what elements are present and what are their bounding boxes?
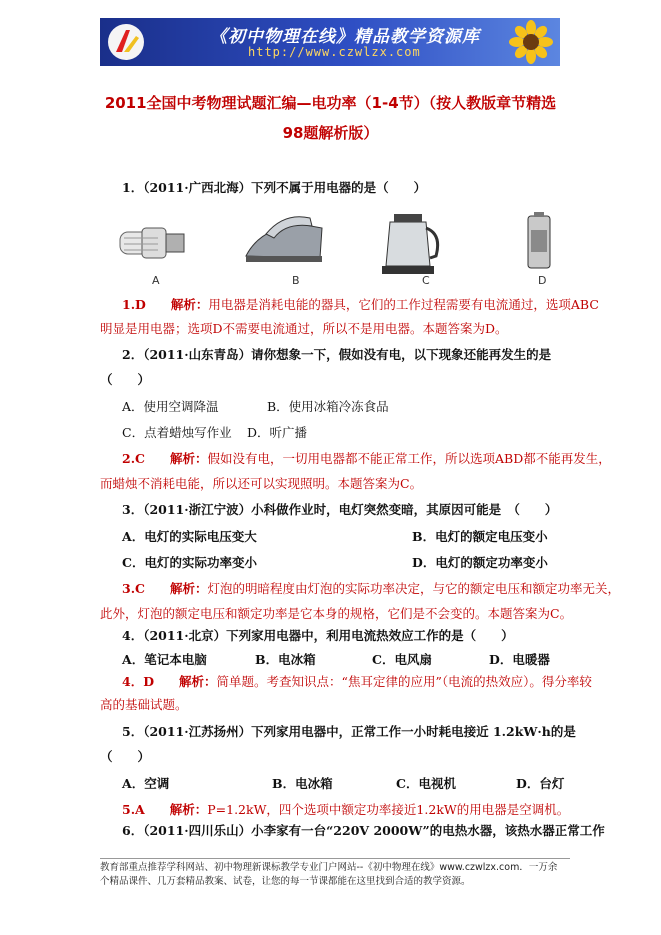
question-source: （2011·广西北海） <box>143 180 252 195</box>
option-a: A．空调 <box>122 776 170 791</box>
answer-5-line1 <box>122 801 569 818</box>
answer-2-line2: 而蜡烛不消耗电能，所以还可以实现照明。本题答案为C。 <box>100 476 423 491</box>
answer-text: 简单题。考查知识点：“焦耳定律的应用”（电流的热效应）。得分率较 <box>216 674 592 689</box>
question-number: 4． <box>122 628 144 643</box>
question-number: 3． <box>122 502 144 517</box>
battery-icon <box>522 210 556 272</box>
answer-4-line1 <box>122 673 592 690</box>
electric-kettle-icon <box>378 204 444 276</box>
answer-label: 4．D 解析： <box>122 674 217 689</box>
answer-label: 1.D 解析： <box>122 297 209 312</box>
option-b: B．电冰箱 <box>272 776 333 791</box>
figure-label-a: A <box>152 274 160 287</box>
option-c: C．电灯的实际功率变小 <box>122 555 257 570</box>
answer-label: 3.C 解析： <box>122 581 208 596</box>
answer-3-line1 <box>122 580 620 597</box>
answer-1-line2: 明显是用电器；选项D不需要电流通过，所以不是用电器。本题答案为D。 <box>100 321 508 336</box>
option-c: C．电视机 <box>396 776 456 791</box>
banner-url[interactable]: http://www.czwlzx.com <box>248 45 421 59</box>
question-text: 小科做作业时，电灯突然变暗，其原因可能是 （ ） <box>251 502 558 517</box>
question-text: 下列不属于用电器的是（ ） <box>251 180 427 195</box>
question-source: （2011·江苏扬州） <box>143 724 252 739</box>
question-text: 下列家用电器中，正常工作一小时耗电接近 1.2kW·h的是 <box>251 724 576 739</box>
question-text: 下列家用电器中，利用电流热效应工作的是（ ） <box>226 628 514 643</box>
answer-text: 用电器是消耗电能的器具，它们的工作过程需要有电流通过，选项ABC <box>208 297 599 312</box>
question-1-figures <box>112 204 562 290</box>
header-banner <box>100 18 560 66</box>
question-6 <box>122 822 605 839</box>
page-title-line2: 98题解析版） <box>282 124 379 142</box>
question-number: 5． <box>122 724 144 739</box>
answer-text: 灯泡的明暗程度由灯泡的实际功率决定，与它的额定电压和额定功率无关， <box>207 581 621 596</box>
option-c: C．点着蜡烛写作业 <box>122 425 232 440</box>
energy-saving-lamp-icon <box>112 214 194 270</box>
question-text: 小李家有一台“220V 2000W”的电热水器，该热水器正常工作 <box>251 823 605 838</box>
option-b: B．使用冰箱冷冻食品 <box>267 399 389 414</box>
option-d: D．电暖器 <box>489 652 550 667</box>
question-1 <box>122 179 426 196</box>
question-5-paren: （ ） <box>100 749 151 764</box>
answer-text: 假如没有电，一切用电器都不能正常工作，所以选项ABD都不能再发生， <box>207 451 611 466</box>
page-footer <box>100 858 570 889</box>
question-source: （2011·四川乐山） <box>143 823 252 838</box>
option-a: A．使用空调降温 <box>122 399 219 414</box>
question-number: 2． <box>122 347 144 362</box>
option-d: D．听广播 <box>247 425 308 440</box>
iron-icon <box>240 208 328 270</box>
footer-line1: 教育部重点推荐学科网站、初中物理新课标教学专业门户网站--《初中物理在线》www.czwlzx.com．一万余 <box>100 862 558 873</box>
figure-label-c: C <box>422 274 430 287</box>
answer-text: P=1.2kW，四个选项中额定功率接近1.2kW的用电器是空调机。 <box>207 802 570 817</box>
option-c: C．电风扇 <box>372 652 432 667</box>
option-d: D．台灯 <box>516 776 565 791</box>
question-source: （2011·山东青岛） <box>143 347 252 362</box>
answer-2-line1 <box>122 450 611 467</box>
option-b: B．电灯的额定电压变小 <box>412 529 548 544</box>
answer-3-line2: 此外，灯泡的额定电压和额定功率是它本身的规格，它们是不会变的。本题答案为C。 <box>100 606 573 621</box>
site-logo-icon <box>106 22 146 62</box>
question-text: 请你想象一下，假如没有电，以下现象还能再发生的是 <box>251 347 552 362</box>
answer-1-line1 <box>122 296 599 313</box>
answer-label: 5.A 解析： <box>122 802 208 817</box>
question-number: 1． <box>122 180 144 195</box>
figure-label-d: D <box>538 274 547 287</box>
footer-line2: 个精品课件、几万套精品教案、试卷，让您的每一节课都能在这里找到合适的教学资源。 <box>100 876 471 887</box>
option-d: D．电灯的额定功率变小 <box>412 555 548 570</box>
question-source: （2011·浙江宁波） <box>143 502 252 517</box>
page-title-line1: 2011全国中考物理试题汇编—电功率（1-4节）（按人教版章节精选 <box>104 94 557 112</box>
question-3 <box>122 501 557 518</box>
question-source: （2011·北京） <box>143 628 227 643</box>
option-a: A．笔记本电脑 <box>122 652 207 667</box>
answer-label: 2.C 解析： <box>122 451 208 466</box>
question-2 <box>122 346 551 363</box>
sunflower-icon <box>508 20 554 64</box>
figure-label-b: B <box>292 274 300 287</box>
question-2-paren: （ ） <box>100 372 151 387</box>
option-b: B．电冰箱 <box>255 652 316 667</box>
question-5 <box>122 723 576 740</box>
question-number: 6． <box>122 823 144 838</box>
option-a: A．电灯的实际电压变大 <box>122 529 257 544</box>
question-4 <box>122 627 514 644</box>
answer-4-line2: 高的基础试题。 <box>100 697 188 712</box>
banner-title: 《初中物理在线》精品教学资源库 <box>210 27 480 47</box>
